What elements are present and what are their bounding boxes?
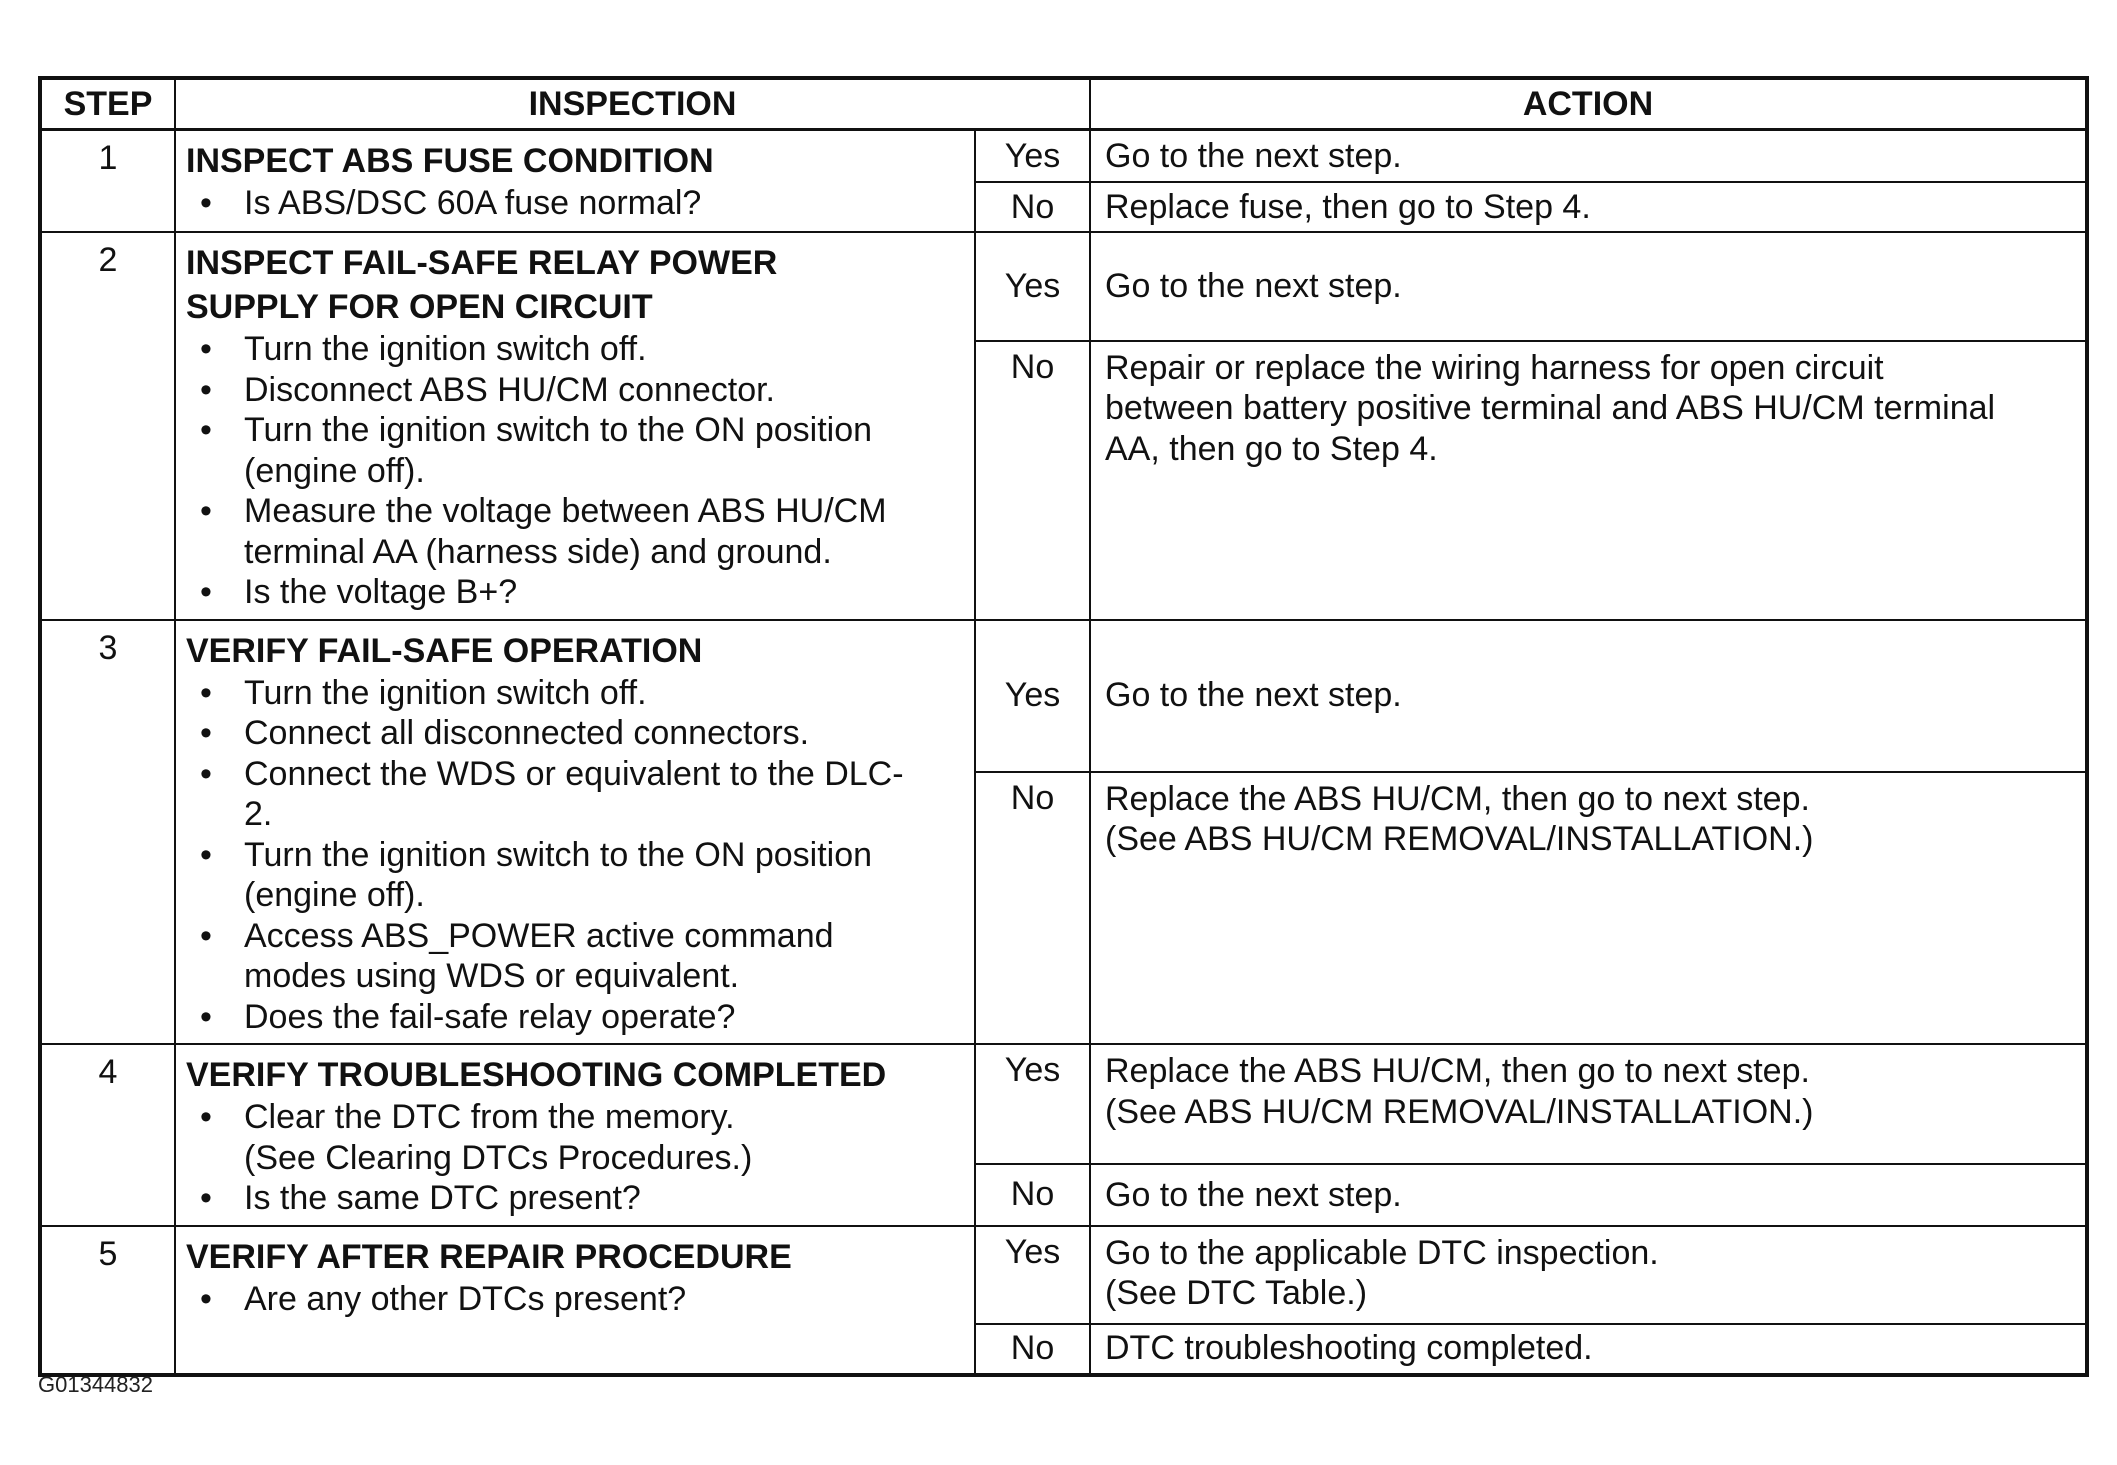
inspection-bullet [186,673,964,714]
action-line: Go to the next step. [1105,267,1402,306]
no-label: No [975,182,1090,232]
no-action [1090,772,2087,1044]
yes-action [1090,620,2087,772]
no-action [1090,341,2087,620]
bullet-line: (engine off). [244,876,425,914]
step-number: 2 [40,232,175,620]
inspection-bullet [186,572,964,613]
inspection-list [186,673,964,1038]
inspection-bullet [186,997,964,1038]
step-row-yes [40,620,2087,772]
yes-action [1090,1226,2087,1324]
inspection-list [186,1279,964,1320]
action-line: (See ABS HU/CM REMOVAL/INSTALLATION.) [1105,1092,1814,1131]
inspection-bullet [186,329,964,370]
yes-label: Yes [975,232,1090,341]
bullet-line: • Access ABS_POWER active command [244,916,834,955]
step-row-yes [40,1044,2087,1164]
action-line: (See ABS HU/CM REMOVAL/INSTALLATION.) [1105,820,1814,859]
inspection-cell [175,232,975,620]
inspection-cell [175,130,975,233]
yes-label: Yes [975,620,1090,772]
bullet-line: • Is the same DTC present? [244,1179,641,1217]
action-line: Replace fuse, then go to Step 4. [1105,187,1591,226]
inspection-list [186,329,964,613]
bullet-line: • Turn the ignition switch off. [244,673,647,712]
table-body [40,130,2087,1375]
inspection-cell [175,1226,975,1375]
bullet-line: • Does the fail-safe relay operate? [244,997,736,1036]
action-line: Replace the ABS HU/CM, then go to next step. [1105,779,1810,818]
yes-action [1090,130,2087,183]
step-number: 4 [40,1044,175,1226]
step-row-yes [40,130,2087,183]
no-action [1090,1324,2087,1375]
action-line: Repair or replace the wiring harness for open circuit [1105,348,1884,387]
inspection-title: SUPPLY FOR OPEN CIRCUIT [186,288,653,326]
inspection-title: VERIFY FAIL-SAFE OPERATION [186,631,703,670]
step-row-yes [40,232,2087,341]
inspection-bullet [186,370,964,411]
inspection-bullet [186,754,964,835]
bullet-line: • Connect all disconnected connectors. [244,714,810,752]
action-line: Go to the next step. [1105,136,1402,175]
troubleshooting-table [38,76,2089,1377]
inspection-bullet [186,916,964,997]
inspection-header: INSPECTION [175,78,1090,130]
inspection-bullet [186,713,964,754]
action-line: Replace the ABS HU/CM, then go to next step. [1105,1052,1810,1090]
no-label: No [975,772,1090,1044]
action-line: DTC troubleshooting completed. [1105,1329,1593,1368]
bullet-line: • Turn the ignition switch to the ON position [244,411,873,449]
inspection-bullet [186,491,964,572]
action-line: between battery positive terminal and ABS HU/CM terminal [1105,389,1996,428]
bullet-line: • Turn the ignition switch to the ON position [244,835,873,874]
inspection-bullet [186,410,964,491]
action-line: Go to the applicable DTC inspection. [1105,1233,1659,1272]
action-header: ACTION [1090,78,2087,130]
inspection-list [186,1097,964,1219]
bullet-line: • Are any other DTCs present? [244,1279,687,1318]
step-number: 1 [40,130,175,233]
action-line: Go to the next step. [1105,1175,1402,1214]
no-label: No [975,1164,1090,1225]
inspection-list [186,183,964,224]
bullet-line: (engine off). [244,451,425,490]
no-label: No [975,1324,1090,1375]
inspection-bullet [186,183,964,224]
bullet-line: terminal AA (harness side) and ground. [244,532,832,571]
inspection-title: VERIFY AFTER REPAIR PROCEDURE [186,1237,792,1276]
action-line: AA, then go to Step 4. [1105,429,1438,468]
no-label: No [975,341,1090,620]
bullet-line: • Measure the voltage between ABS HU/CM [244,492,887,530]
yes-label: Yes [975,130,1090,183]
yes-action [1090,232,2087,341]
inspection-bullet [186,1279,964,1320]
bullet-line: (See Clearing DTCs Procedures.) [244,1138,753,1177]
bullet-line: • Is the voltage B+? [244,573,518,611]
no-action [1090,1164,2087,1225]
inspection-cell [175,1044,975,1226]
bullet-line: • Connect the WDS or equivalent to the DLC- [244,754,904,793]
step-number: 3 [40,620,175,1045]
yes-label: Yes [975,1044,1090,1164]
bullet-line: 2. [244,795,273,833]
yes-label: Yes [975,1226,1090,1324]
header-row [40,78,2087,130]
action-line: Go to the next step. [1105,676,1402,715]
inspection-bullet [186,835,964,916]
action-line: (See DTC Table.) [1105,1274,1368,1312]
yes-action [1090,1044,2087,1164]
inspection-bullet [186,1178,964,1219]
no-action [1090,182,2087,232]
bullet-line: modes using WDS or equivalent. [244,957,740,995]
step-header: STEP [40,78,175,130]
bullet-line: • Turn the ignition switch off. [244,330,647,368]
bullet-line: • Disconnect ABS HU/CM connector. [244,370,776,409]
inspection-title: INSPECT ABS FUSE CONDITION [186,142,714,180]
step-number: 5 [40,1226,175,1375]
bullet-line: • Is ABS/DSC 60A fuse normal? [244,184,702,222]
inspection-title: INSPECT FAIL-SAFE RELAY POWER [186,244,778,282]
inspection-title: VERIFY TROUBLESHOOTING COMPLETED [186,1056,887,1094]
figure-id: G01344832 [38,1372,153,1397]
bullet-line: • Clear the DTC from the memory. [244,1098,735,1136]
inspection-cell [175,620,975,1045]
step-row-yes [40,1226,2087,1324]
inspection-bullet [186,1097,964,1178]
